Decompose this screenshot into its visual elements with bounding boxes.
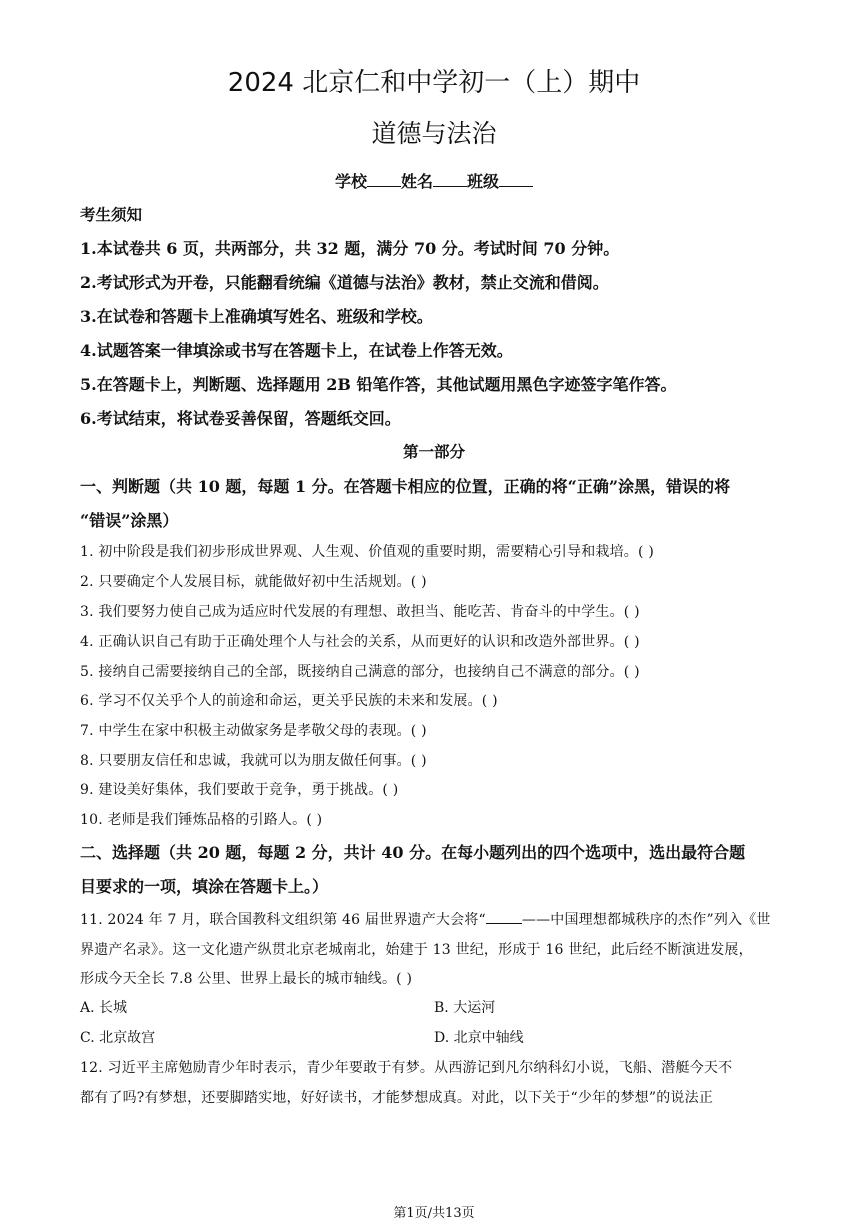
- school-label: 学校: [334, 172, 367, 191]
- notice-item: 3.在试卷和答题卡上准确填写姓名、班级和学校。: [80, 307, 433, 326]
- option-d: D. 北京中轴线: [434, 1030, 524, 1046]
- notice-item: 1.本试卷共 6 页，共两部分，共 32 题，满分 70 分。考试时间 70 分钟。: [80, 239, 620, 258]
- question-12-line2: 都有了吗?有梦想，还要脚踏实地，好好读书，才能梦想成真。对此，以下关于“少年的梦想”的说法正: [80, 1090, 714, 1106]
- judgment-question: 2. 只要确定个人发展目标，就能做好初中生活规划。( ): [80, 574, 427, 590]
- judgment-question: 7. 中学生在家中积极主动做家务是孝敬父母的表现。( ): [80, 723, 427, 739]
- option-a: A. 长城: [80, 1000, 128, 1016]
- notice-item: 5.在答题卡上，判断题、选择题用 2B 铅笔作答，其他试题用黑色字迹签字笔作答。: [80, 375, 677, 394]
- option-b: B. 大运河: [434, 1000, 496, 1016]
- option-c: C. 北京故宫: [80, 1030, 156, 1046]
- judgment-question: 5. 接纳自己需要接纳自己的全部，既接纳自己满意的部分，也接纳自己不满意的部分。( ): [80, 664, 640, 680]
- school-blank: [367, 172, 401, 187]
- judgment-question: 1. 初中阶段是我们初步形成世界观、人生观、价值观的重要时期，需要精心引导和栽培。( ): [80, 544, 654, 560]
- class-blank: [499, 172, 533, 187]
- notice-item: 6.考试结束，将试卷妥善保留，答题纸交回。: [80, 409, 401, 428]
- name-label: 姓名: [400, 172, 433, 191]
- judgment-question: 8. 只要朋友信任和忠诚，我就可以为朋友做任何事。( ): [80, 753, 427, 769]
- answer-blank: [486, 911, 522, 924]
- section2-heading: 二、选择题（共 20 题，每题 2 分，共计 40 分。在每小题列出的四个选项中，选出最符合题: [80, 843, 746, 862]
- section1-heading-cont: “错误”涂黑）: [80, 511, 179, 530]
- notice-item: 4.试题答案一律填涂或书写在答题卡上，在试卷上作答无效。: [80, 341, 513, 360]
- student-info-line: [0, 170, 868, 194]
- question-11-text-cont: ——中国理想都城秩序的杰作”列入《世: [521, 912, 771, 928]
- question-11-line2: 界遗产名录》。这一文化遗产纵贯北京老城南北，始建于 13 世纪，形成于 16 世纪，此后经不断演进发展，: [80, 942, 753, 958]
- part-title: 第一部分: [402, 442, 465, 461]
- question-11-line3: 形成今天全长 7.8 公里、世界上最长的城市轴线。( ): [80, 971, 413, 987]
- subject-title: 道德与法治: [371, 119, 497, 148]
- section2-heading-cont: 目要求的一项，填涂在答题卡上。）: [80, 877, 329, 896]
- section1-heading: 一、判断题（共 10 题，每题 1 分。在答题卡相应的位置，正确的将“正确”涂黑，错误的将: [80, 477, 731, 496]
- notice-item: 2.考试形式为开卷，只能翻看统编《道德与法治》教材，禁止交流和借阅。: [80, 273, 609, 292]
- class-label: 班级: [467, 172, 500, 191]
- question-12-line1: 12. 习近平主席勉励青少年时表示，青少年要敢于有梦。从西游记到凡尔纳科幻小说，飞船、潜艇今天不: [80, 1060, 733, 1076]
- page-number: 第1页/共13页: [393, 1206, 475, 1221]
- question-11-text: 11. 2024 年 7 月，联合国教科文组织第 46 届世界遗产大会将“: [80, 912, 486, 928]
- exam-title: 2024 北京仁和中学初一（上）期中: [227, 68, 641, 98]
- question-11-line1: [80, 909, 792, 931]
- judgment-question: 9. 建设美好集体，我们要敢于竞争，勇于挑战。( ): [80, 782, 399, 798]
- name-blank: [433, 172, 467, 187]
- notice-heading: 考生须知: [80, 205, 143, 224]
- judgment-question: 6. 学习不仅关乎个人的前途和命运，更关乎民族的未来和发展。( ): [80, 693, 498, 709]
- judgment-question: 4. 正确认识自己有助于正确处理个人与社会的关系，从而更好的认识和改造外部世界。( ): [80, 634, 640, 650]
- judgment-question: 3. 我们要努力使自己成为适应时代发展的有理想、敢担当、能吃苦、肯奋斗的中学生。( ): [80, 604, 640, 620]
- judgment-question: 10. 老师是我们锤炼品格的引路人。( ): [80, 812, 323, 828]
